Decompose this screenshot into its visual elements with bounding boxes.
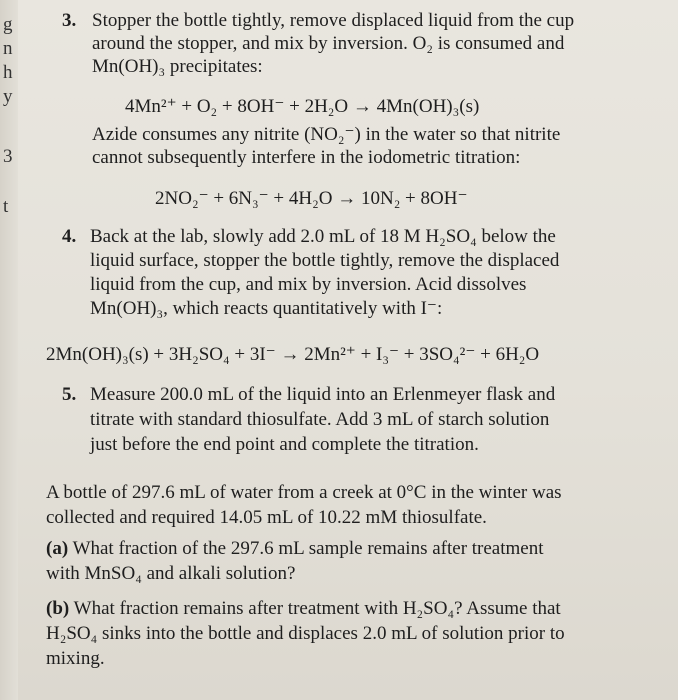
margin-letter: n [3,38,13,59]
part-b-line [46,598,561,620]
part-b-line: H₂SO₄ sinks into the bottle and displaces 2.0 mL of solution prior to [46,623,565,644]
step-5-line: titrate with standard thiosulfate. Add 3 mL of starch solution [90,409,550,430]
step-5-line: just before the end point and complete the titration. [90,434,479,455]
step-4-line: Mn(OH)₃, which reacts quantitatively with I⁻: [90,298,443,319]
step-4-line: liquid surface, stopper the bottle tightly, remove the displaced [90,250,560,271]
step-4-line: Back at the lab, slowly add 2.0 mL of 18 M H₂SO₄ below the [90,226,556,247]
step-4-number: 4. [62,226,77,247]
step-3-number: 3. [62,10,77,31]
part-a-text: What fraction of the 297.6 mL sample remains after treatment [68,538,544,559]
step-3-line: Azide consumes any nitrite (NO₂⁻) in the water so that nitrite [92,124,561,145]
step-5-number: 5. [62,384,77,405]
margin-letter: y [3,86,13,107]
problem-line: collected and required 14.05 mL of 10.22 mM thiosulfate. [46,507,487,528]
step-3-line: cannot subsequently interfere in the iodometric titration: [92,147,521,168]
part-a-label: (a) [46,538,69,559]
part-b-label: (b) [46,598,70,619]
equation-oxygen-manganese: 4Mn²⁺ + O₂ + 8OH⁻ + 2H₂O → 4Mn(OH)₃(s) [125,96,480,117]
equation-acid-dissolves: 2Mn(OH)₃(s) + 3H₂SO₄ + 3I⁻ → 2Mn²⁺ + I₃⁻ + 3SO₄²⁻ + 6H₂O [46,344,540,365]
step-5-line: Measure 200.0 mL of the liquid into an Erlenmeyer flask and [90,384,556,405]
part-a-line [46,538,544,560]
part-a-line: with MnSO₄ and alkali solution? [46,563,296,584]
margin-letter: t [3,196,9,217]
margin-letter: 3 [3,146,13,167]
margin-letter: g [3,14,13,35]
problem-line: A bottle of 297.6 mL of water from a creek at 0°C in the winter was [46,482,562,503]
part-b-text: What fraction remains after treatment with H₂SO₄? Assume that [69,598,561,619]
step-4-line: liquid from the cup, and mix by inversion. Acid dissolves [90,274,527,295]
step-3-line: Mn(OH)₃ precipitates: [92,56,263,77]
previous-page-edge [0,0,18,700]
equation-azide-nitrite: 2NO₂⁻ + 6N₃⁻ + 4H₂O → 10N₂ + 8OH⁻ [155,188,468,209]
step-3-line: around the stopper, and mix by inversion. O₂ is consumed and [92,33,565,54]
part-b-line: mixing. [46,648,105,669]
margin-letter: h [3,62,13,83]
step-3-line: Stopper the bottle tightly, remove displaced liquid from the cup [92,10,575,31]
